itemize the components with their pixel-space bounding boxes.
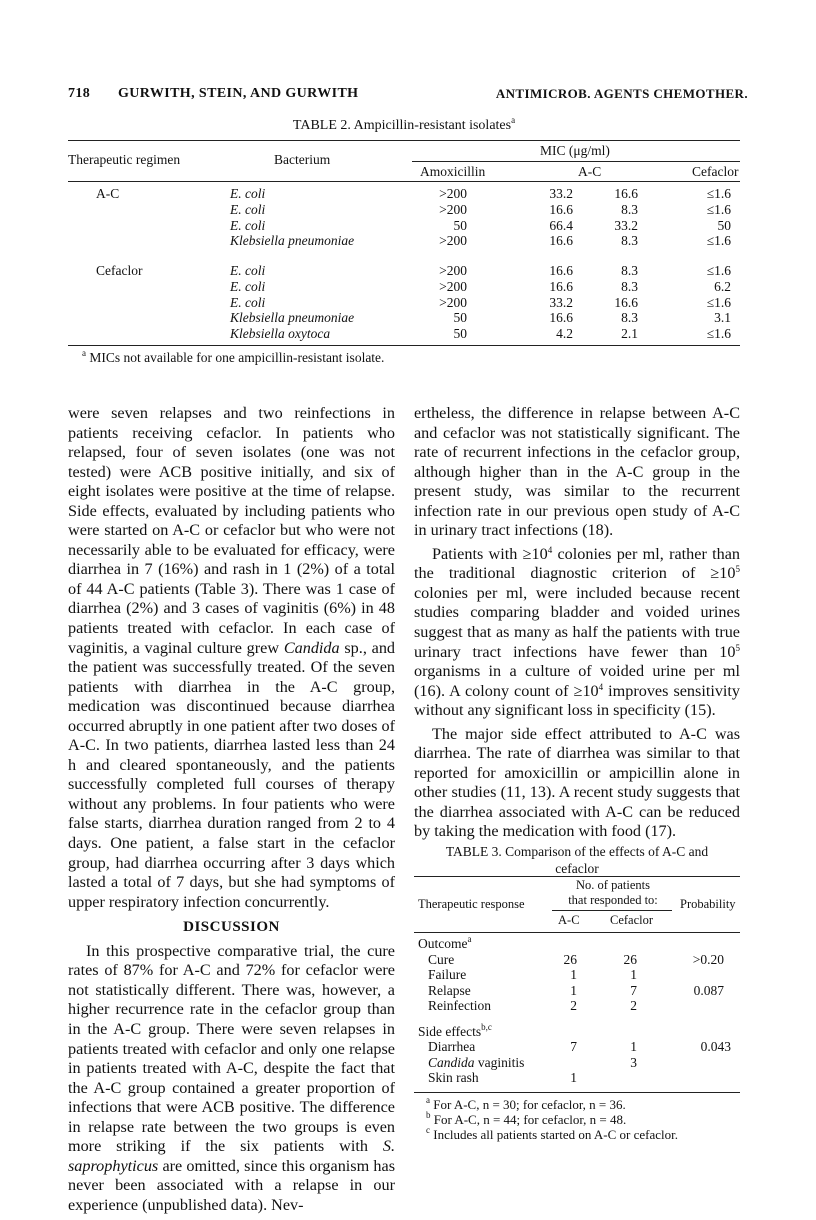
table2-regimen: A-C xyxy=(96,186,120,201)
table2-ac-1: 16.6 xyxy=(549,263,573,278)
table2-amoxicillin: >200 xyxy=(439,233,467,249)
table2-mic-rule xyxy=(412,161,740,162)
table2-bacterium: Klebsiella pneumoniae xyxy=(230,233,355,249)
table2-footnote: $^a$ MICs not available for one ampicillin-resistant isolate. xyxy=(82,348,385,365)
table2-regimen: Cefaclor xyxy=(96,263,143,278)
table2-cefaclor: ≤1.6 xyxy=(706,263,731,278)
table2-ac-1: 66.4 xyxy=(549,217,573,233)
table2-header-mic: MIC (μg/ml) xyxy=(540,143,610,158)
table2-bacterium: Klebsiella pneumoniae xyxy=(230,310,355,326)
table2-header-amoxicillin: Amoxicillin xyxy=(420,164,486,179)
table3-ac: 7 xyxy=(570,1039,577,1054)
table3-cefaclor: 1 xyxy=(630,967,637,982)
table2-amoxicillin: >200 xyxy=(439,201,467,217)
table3-row-label: Reinfection xyxy=(428,998,491,1013)
table3-bottom-rule xyxy=(414,1092,740,1093)
table2-cefaclor: ≤1.6 xyxy=(706,233,731,249)
table3-row-label: Cure xyxy=(428,951,455,967)
table2-cefaclor: ≤1.6 xyxy=(706,326,731,342)
table3-footnote: $^a$ For A-C, n = 30; for cefaclor, n = 36. xyxy=(426,1095,626,1112)
right-para-3: The major side effect attributed to A-C was diarrhea. The rate of diarrhea was similar to that reported for amoxicillin or ampicillin alone in other studies (11, 13). A recent study suggests that the diarrhea associated with A-C can be reduced by taking the medication with food (17). xyxy=(414,724,740,841)
table2-bacterium: E. coli xyxy=(230,217,266,233)
table2-amoxicillin: >200 xyxy=(439,186,467,201)
table2-bacterium: Klebsiella oxytoca xyxy=(230,326,331,342)
right-para-1: ertheless, the difference in relapse between A-C and cefaclor was not statistically significant. The rate of recurrent infections in the cefaclor group, although higher than in the A-C group in the present study, was similar to the recurrent infection rate in our previous open study of A-C in urinary tract infections (18). xyxy=(414,404,740,540)
table2-ac-2: 33.2 xyxy=(614,217,638,233)
table3-cefaclor: 7 xyxy=(630,982,637,998)
table3-probability: 0.087 xyxy=(693,982,724,998)
table2-header-regimen: Therapeutic regimen xyxy=(68,152,181,167)
table2-amoxicillin: 50 xyxy=(453,326,467,342)
table2-ac-1: 16.6 xyxy=(549,201,573,217)
table3-probability: >0.20 xyxy=(692,951,724,967)
table2-ac-2: 8.3 xyxy=(621,263,638,278)
table2-ac-2: 8.3 xyxy=(621,201,638,217)
table2-ac-2: 8.3 xyxy=(621,310,638,326)
running-authors: GURWITH, STEIN, AND GURWITH xyxy=(118,86,359,101)
table2-header-cefaclor: Cefaclor xyxy=(692,164,739,179)
table3-top-rule xyxy=(414,876,740,877)
table3-header-rule xyxy=(414,932,740,933)
discussion-heading: DISCUSSION xyxy=(183,919,280,936)
table2-bottom-rule xyxy=(68,345,740,346)
table2-ac-2: 8.3 xyxy=(621,233,638,249)
table3-outcome-label: Outcome$^a$ xyxy=(418,934,472,951)
table3-cefaclor: 3 xyxy=(630,1054,637,1070)
table2-ac-1: 16.6 xyxy=(549,233,573,249)
table3-side-effects-label: Side effects$^{b,c}$ xyxy=(418,1021,492,1039)
table3-cefaclor: 1 xyxy=(630,1039,637,1054)
running-journal: ANTIMICROB. AGENTS CHEMOTHER. xyxy=(495,86,748,101)
table3-footnote: $^c$ Includes all patients started on A-C or cefaclor. xyxy=(426,1125,679,1142)
table2-top-rule xyxy=(68,140,740,141)
right-para-2: Patients with $\ge 10^4$ colonies per ml, rather than the traditional diagnostic criterion of $\ge 10^5$ colonies per ml, were included because recent studies comparing bladder and voided urines suggest that as many as half the patients with true urinary tract infections have fewer than $10^5$ organisms in a culture of voided urine per ml (16). A colony count of $\ge 10^4$ improves sensitivity without any significant loss in specificity (15). xyxy=(414,544,740,720)
table3-row-label: Failure xyxy=(428,967,467,982)
table2-cefaclor: 6.2 xyxy=(714,278,731,294)
table2-ac-1: 33.2 xyxy=(549,294,573,310)
table2-cefaclor: ≤1.6 xyxy=(706,186,731,201)
table2-bacterium: E. coli xyxy=(230,186,266,201)
table2-amoxicillin: 50 xyxy=(453,310,467,326)
table2-ac-2: 16.6 xyxy=(614,186,638,201)
table3-ac: 26 xyxy=(563,951,577,967)
table3-ac: 1 xyxy=(570,1070,577,1085)
table2-ac-1: 16.6 xyxy=(549,278,573,294)
table3-row-label: Diarrhea xyxy=(428,1039,476,1054)
table2-bacterium: E. coli xyxy=(230,294,266,310)
table2-cefaclor: ≤1.6 xyxy=(706,201,731,217)
table2-header-rule xyxy=(68,181,740,182)
table2-cefaclor: ≤1.6 xyxy=(706,294,731,310)
table3-row-label: Relapse xyxy=(428,982,471,998)
table3-cefaclor: 2 xyxy=(630,998,637,1013)
table2-ac-2: 8.3 xyxy=(621,278,638,294)
table3-footnote: $^b$ For A-C, n = 44; for cefaclor, n = 48. xyxy=(426,1110,627,1127)
table2-cefaclor: 3.1 xyxy=(714,310,731,326)
table2-ac-1: 33.2 xyxy=(549,186,573,201)
table2-bacterium: E. coli xyxy=(230,263,266,278)
left-para-2: In this prospective comparative trial, the cure rates of 87% for A-C and 72% for cefaclor were not statistically different. There was, however, a higher recurrence rate in the cefaclor group than in the A-C group. There were seven relapses in patients treated with cefaclor and only one relapse in patients treated with A-C, despite the fact that the A-C group contained a greater proportion of infections that were ACB positive. The difference in relapse rate between the two groups is even more striking if the six patients with S. saprophyticus are omitted, since this organism has never been associated with a relapse in our experience (unpublished data). Nev- xyxy=(68,941,395,1214)
table3-row-label: Skin rash xyxy=(428,1070,479,1085)
table3-ac: 2 xyxy=(570,998,577,1013)
right-column xyxy=(414,404,740,842)
table3-header-response: Therapeutic response xyxy=(418,897,525,911)
table2-ac-2: 2.1 xyxy=(621,326,638,342)
table2-ac-1: 16.6 xyxy=(549,310,573,326)
table3-header-group: No. of patients that responded to: xyxy=(568,878,658,907)
page-number: 718 xyxy=(68,86,91,101)
table2-amoxicillin: >200 xyxy=(439,294,467,310)
table3-ac: 1 xyxy=(570,982,577,998)
table2-header-ac: A-C xyxy=(578,164,602,179)
table3-header-cefaclor: Cefaclor xyxy=(610,913,654,927)
table2-ac-1: 4.2 xyxy=(556,326,573,342)
table2-ac-2: 16.6 xyxy=(614,294,638,310)
table3-ac: 1 xyxy=(570,967,577,982)
table3-cefaclor: 26 xyxy=(623,951,637,967)
table3-probability: 0.043 xyxy=(700,1039,731,1054)
table2-bacterium: E. coli xyxy=(230,201,266,217)
table2-amoxicillin: >200 xyxy=(439,263,467,278)
table3-group-rule xyxy=(552,910,672,911)
table2-bacterium: E. coli xyxy=(230,278,266,294)
left-column xyxy=(68,404,395,1215)
left-para-1: were seven relapses and two reinfections in patients receiving cefaclor. In patients who relapsed, four of seven isolates (one was not tested) were ACB positive initially, and six of eight isolates were positive at the time of relapse. Side effects, evaluated by including patients who were started on A-C or cefaclor but who were not necessarily able to be evaluated for efficacy, were diarrhea in 7 (16%) and rash in 1 (2%) of a total of 44 A-C patients (Table 3). There was 1 case of diarrhea (2%) and 3 cases of vaginitis (6%) in 48 patients treated with cefaclor. In each case of vaginitis, a vaginal culture grew Candida sp., and the patient was successfully treated. Of the seven patients with diarrhea in the A-C group, medication was discontinued because diarrhea occurred abruptly in one patient after two doses of A-C. In two patients, diarrhea lasted less than 24 h and cleared spontaneously, and the patients successfully completed full courses of therapy without any problems. In four patients who were false starts, diarrhea duration ranged from 2 to 4 days. One patient, a false start in the cefaclor group, had diarrhea occurring after 3 days which lasted a total of 7 days, but she had symptoms of upper respiratory infection concurrently. xyxy=(68,404,396,911)
table2-caption: TABLE 2. Ampicillin-resistant isolates$^a$ xyxy=(292,115,516,133)
table2-header-bacterium: Bacterium xyxy=(274,152,331,167)
table3-row-label: Candida vaginitis xyxy=(428,1054,525,1070)
table3-header-probability: Probability xyxy=(680,897,736,911)
table2-cefaclor: 50 xyxy=(717,217,731,233)
table3-caption: TABLE 3. Comparison of the effects of A-C and cefaclor xyxy=(445,844,709,876)
table3-header-ac: A-C xyxy=(558,913,580,927)
table2-amoxicillin: 50 xyxy=(453,217,467,233)
table2-amoxicillin: >200 xyxy=(439,278,467,294)
